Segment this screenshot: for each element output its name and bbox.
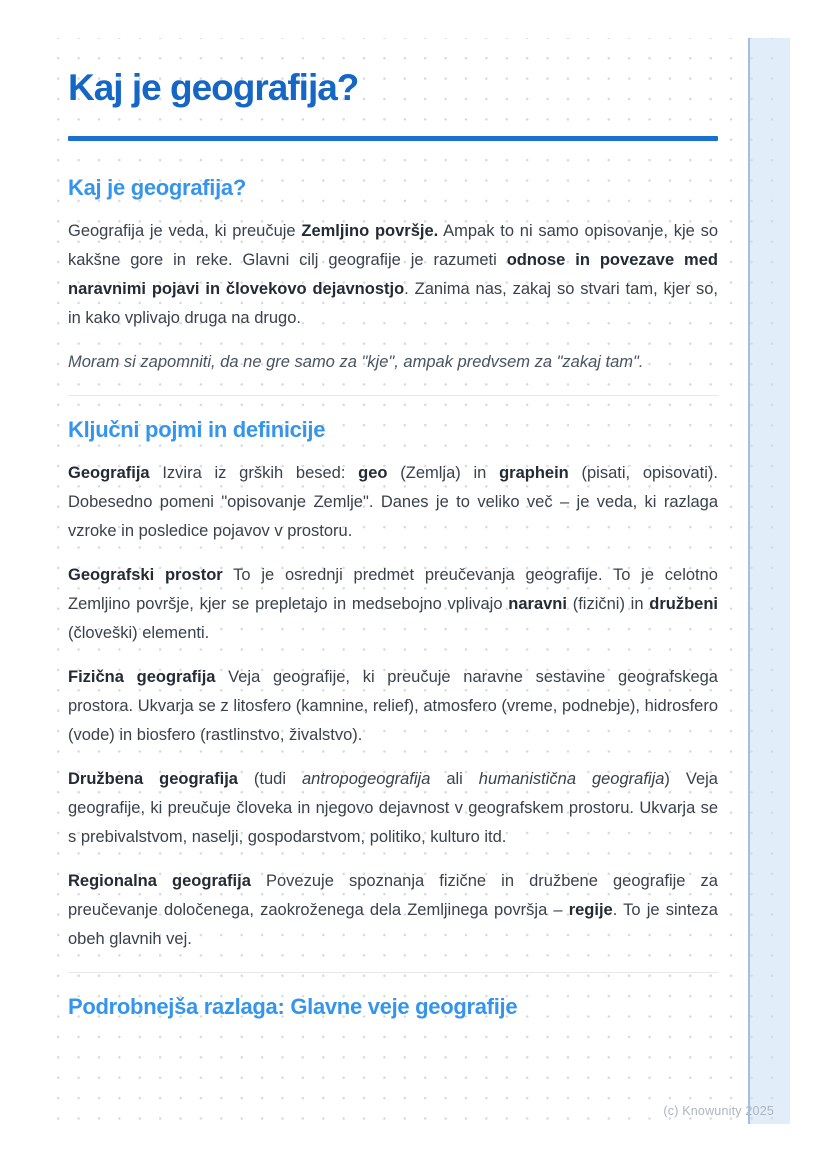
- text-run: (Zemlja) in: [387, 464, 500, 482]
- sections-container: [68, 174, 718, 1021]
- body-paragraph: [68, 459, 718, 546]
- text-run: . To je sinteza obeh glavnih vej.: [68, 901, 718, 948]
- text-run: (človeški) elementi.: [68, 624, 210, 642]
- right-margin-stripe: [748, 38, 790, 1124]
- bold-run: odnose in povezave med naravnimi pojavi in človekovo dejavnostjo: [68, 251, 718, 298]
- text-run: (tudi: [237, 770, 302, 788]
- text-run: Ampak to ni samo opisovanje, kje so kakšne gore in reke. Glavni cilj geografije je razumeti: [68, 222, 719, 269]
- bold-run: Regionalna geografija: [68, 872, 251, 890]
- bold-run: družbeni: [649, 595, 719, 613]
- body-paragraph: [68, 561, 718, 648]
- bold-run: Družbena geografija: [68, 770, 238, 788]
- bold-run: Zemljino površje.: [301, 222, 439, 240]
- text-run: Veja geografije, ki preučuje naravne sestavine geografskega prostora. Ukvarja se z litosfero (kamnine, relief), atmosfero (vreme, podnebje), hidrosfero (vode) in biosfero (rastlinstvo, živalstvo).: [68, 668, 718, 744]
- section: [68, 395, 718, 954]
- section-heading: Kaj je geografija?: [68, 175, 246, 200]
- body-paragraph: [68, 217, 718, 333]
- text-run: To je osrednji predmet preučevanja geografije. To je celotno Zemljino površje, kjer se prepletajo in medsebojno vplivajo: [68, 566, 718, 613]
- title-underline: [68, 136, 718, 141]
- text-run: (pisati, opisovati). Dobesedno pomeni "opisovanje Zemlje". Danes je to veliko več – je veda, ki razlaga vzroke in posledice pojavov v prostoru.: [68, 464, 719, 540]
- bold-run: regije: [568, 901, 613, 919]
- bold-run: geo: [358, 464, 388, 482]
- text-run: . Zanima nas, zakaj so stvari tam, kjer so, in kako vplivajo druga na drugo.: [68, 280, 718, 327]
- text-run: ) Veja geografije, ki preučuje človeka in njegovo dejavnost v geografskem prostoru. Ukvarja se s prebivalstvom, naselji, gospodarstvom, politiko, kulturo itd.: [68, 770, 718, 846]
- note-sheet: [40, 38, 790, 1124]
- text-run: (fizični) in: [566, 595, 650, 613]
- section: [68, 972, 718, 1021]
- text-run: Geografija je veda, ki preučuje: [68, 222, 302, 240]
- section-heading: Podrobnejša razlaga: Glavne veje geografije: [68, 994, 518, 1019]
- body-paragraph: [68, 765, 718, 852]
- italic-run: Moram si zapomniti, da ne gre samo za "kje", ampak predvsem za "zakaj tam".: [68, 353, 644, 371]
- italic-run: antropogeografija: [301, 770, 431, 788]
- note-paragraph: [68, 348, 718, 377]
- body-paragraph: [68, 867, 718, 954]
- section-paragraphs: [68, 217, 718, 377]
- italic-run: humanistična geografija: [478, 770, 665, 788]
- text-run: ali: [430, 770, 479, 788]
- bold-run: Geografija: [68, 464, 150, 482]
- text-run: Povezuje spoznanja fizične in družbene geografije za preučevanje določenega, zaokroženega dela Zemljinega površja –: [68, 872, 718, 919]
- bold-run: Geografski prostor: [68, 566, 223, 584]
- section-heading: Ključni pojmi in definicije: [68, 417, 326, 442]
- bold-run: naravni: [508, 595, 567, 613]
- copyright-note: (c) Knowunity 2025: [663, 1104, 774, 1118]
- bold-run: graphein: [499, 464, 569, 482]
- section-divider: [68, 972, 718, 973]
- section: [68, 174, 718, 377]
- text-run: Izvira iz grških besed:: [149, 464, 359, 482]
- content-column: [68, 38, 718, 1036]
- page-title: Kaj je geografija?: [68, 67, 359, 108]
- section-divider: [68, 395, 718, 396]
- bold-run: Fizična geografija: [68, 668, 216, 686]
- body-paragraph: [68, 663, 718, 750]
- section-paragraphs: [68, 459, 718, 954]
